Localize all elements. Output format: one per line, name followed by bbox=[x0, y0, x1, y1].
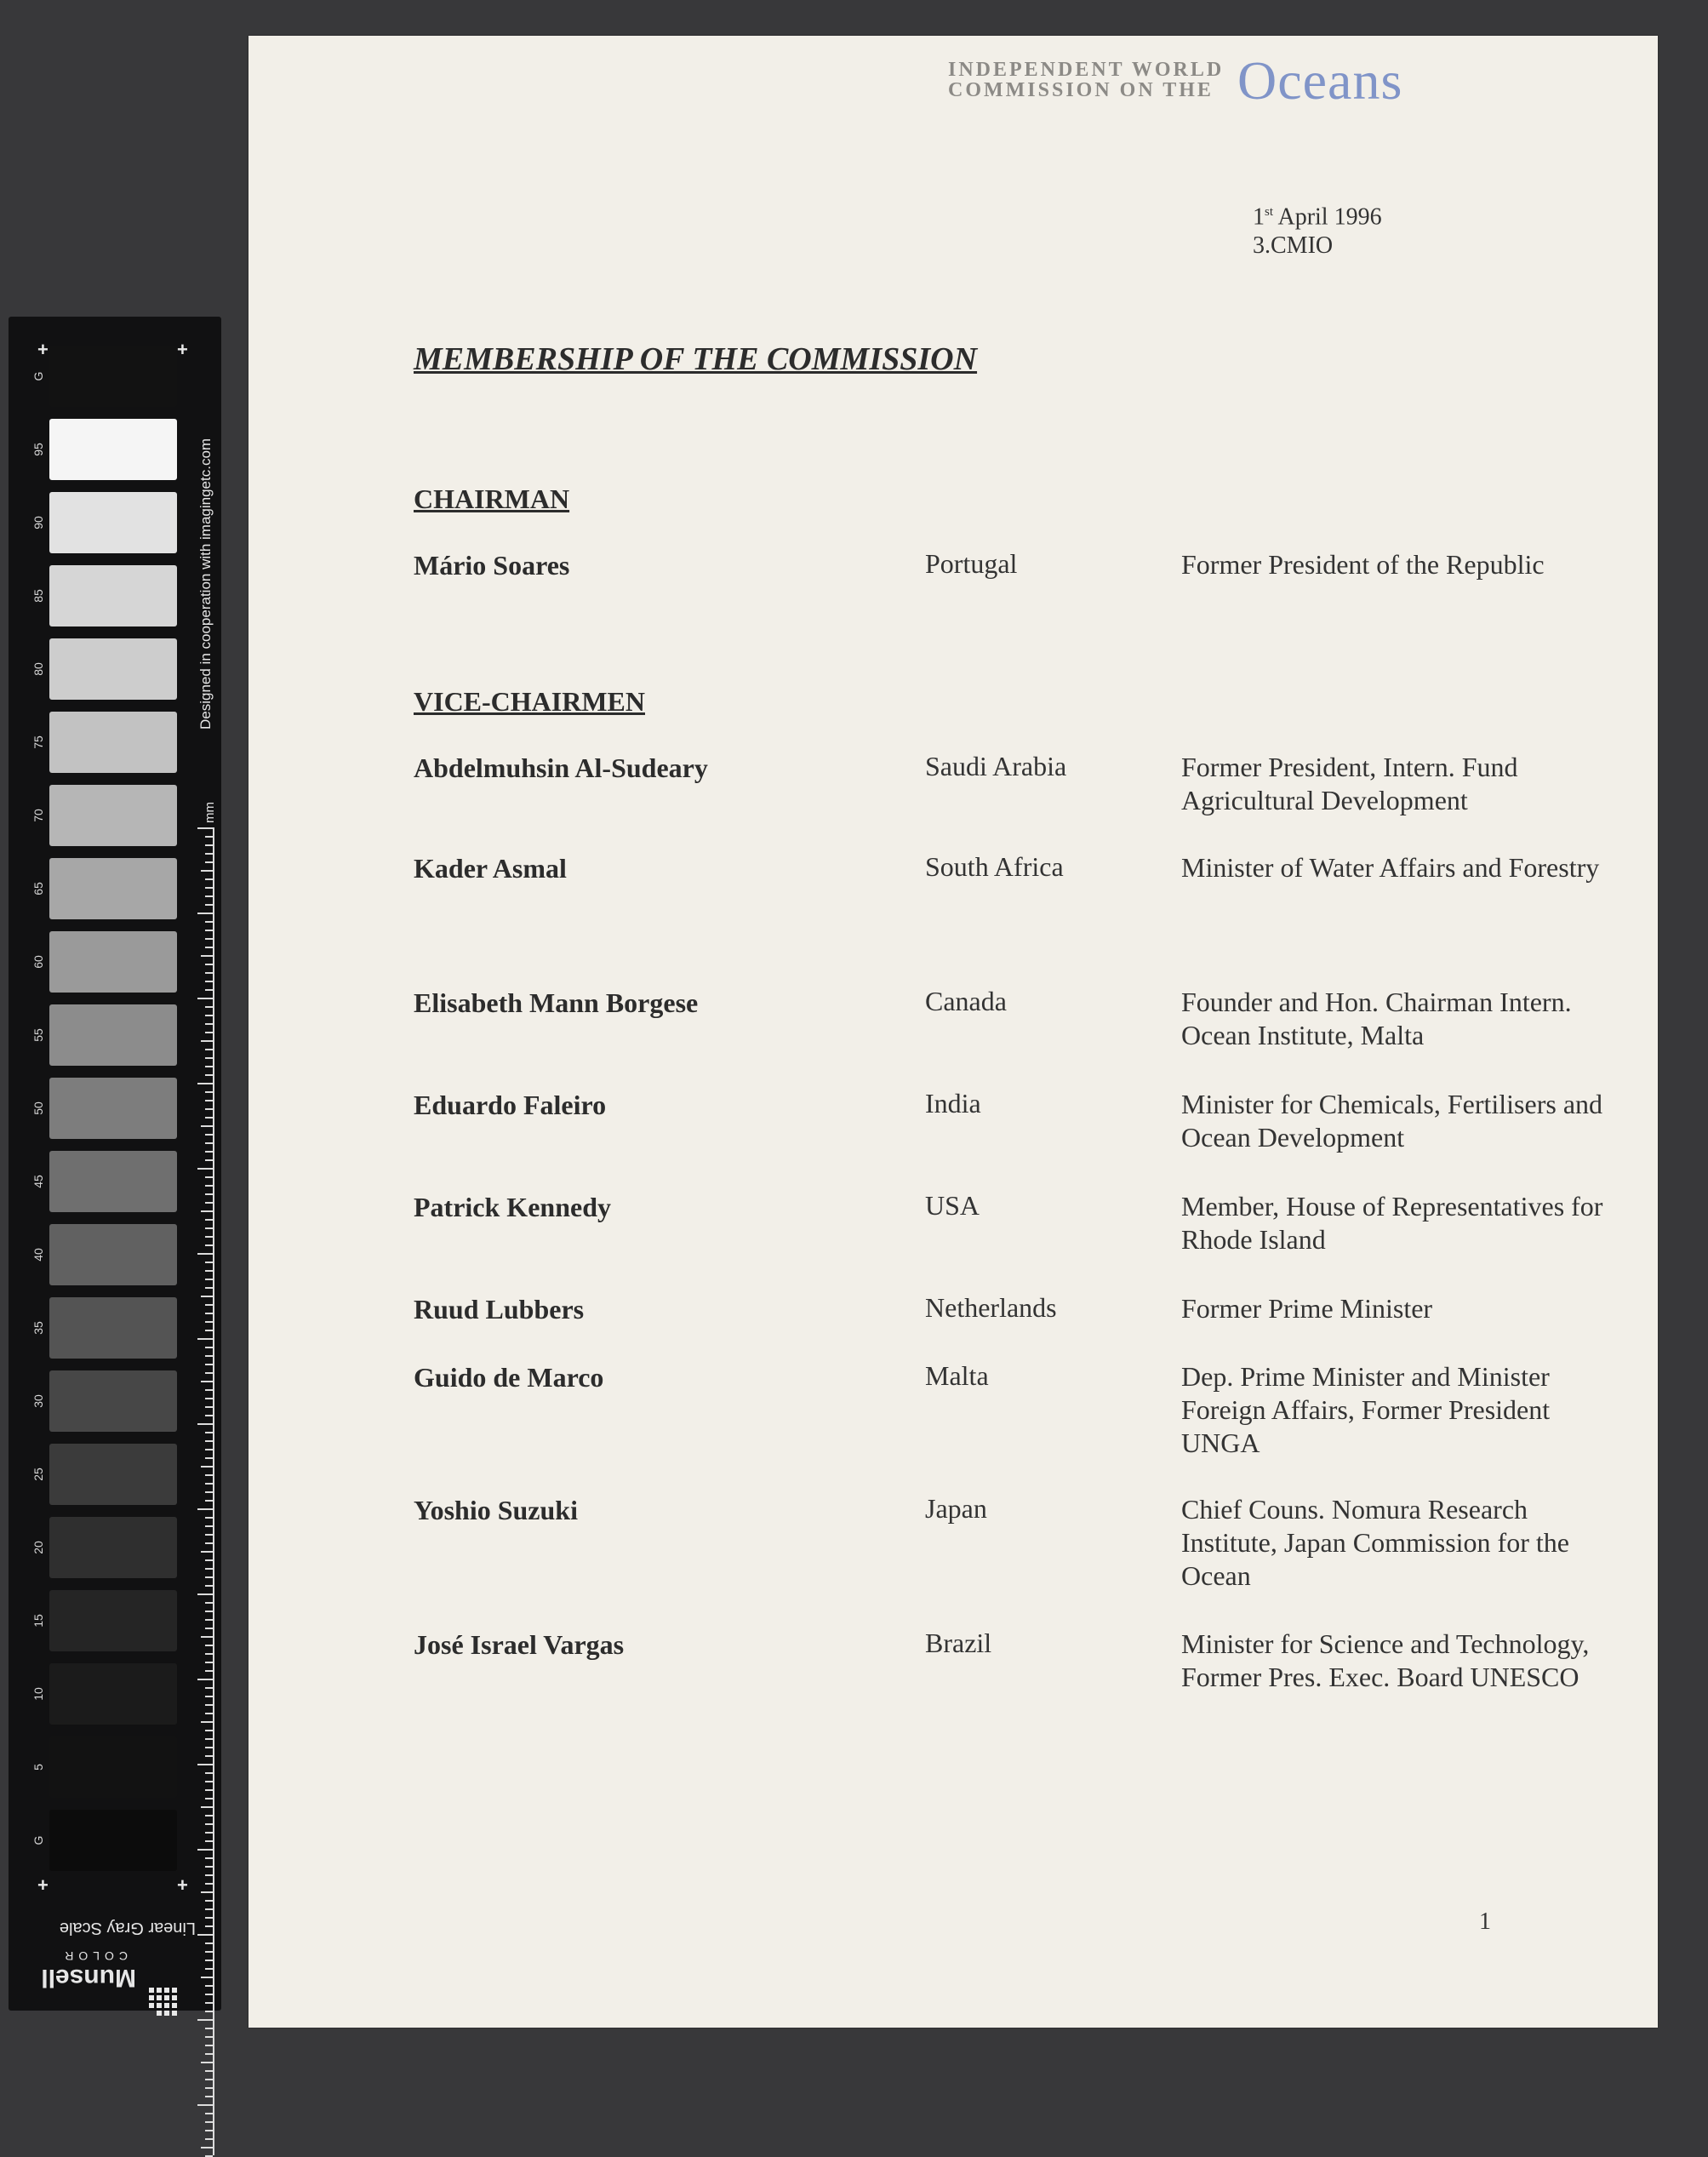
ruler-tick bbox=[205, 1185, 213, 1187]
member-role: Dep. Prime Minister and Minister Foreign Affairs, Former President UNGA bbox=[1181, 1361, 1551, 1458]
ruler-tick bbox=[205, 1534, 213, 1536]
ruler-tick bbox=[205, 1994, 213, 1995]
crosshair-top-left: + bbox=[37, 339, 49, 360]
ruler-tick bbox=[205, 1023, 213, 1025]
gray-patch bbox=[49, 1736, 177, 1798]
ruler-tick bbox=[205, 2138, 213, 2140]
gray-patch bbox=[49, 1078, 177, 1139]
ruler-tick bbox=[205, 1713, 213, 1714]
ruler-tick bbox=[205, 1670, 213, 1672]
ruler-tick bbox=[205, 1568, 213, 1570]
brand-subtitle: COLOR bbox=[60, 1949, 128, 1963]
ruler-tick bbox=[205, 1330, 213, 1331]
gray-patch bbox=[49, 419, 177, 480]
gray-patch bbox=[49, 1663, 177, 1725]
ruler-tick bbox=[197, 1168, 213, 1170]
gray-patch bbox=[49, 1810, 177, 1871]
ruler-tick bbox=[205, 1611, 213, 1612]
ruler-tick bbox=[205, 1440, 213, 1442]
member-country: Saudi Arabia bbox=[925, 751, 1067, 781]
ruler-tick bbox=[205, 1874, 213, 1876]
ruler-tick bbox=[205, 2028, 213, 2029]
ruler-tick bbox=[205, 1942, 213, 1944]
member-country: Japan bbox=[925, 1493, 987, 1524]
ruler-tick bbox=[205, 1108, 213, 1110]
ruler-tick bbox=[205, 861, 213, 863]
ruler-tick bbox=[205, 1236, 213, 1238]
ruler-tick bbox=[205, 1925, 213, 1927]
ruler-tick bbox=[205, 895, 213, 897]
ruler-tick bbox=[201, 1977, 213, 1978]
gray-patch-label: 25 bbox=[31, 1468, 45, 1481]
gray-patch bbox=[49, 1370, 177, 1432]
ruler-tick bbox=[205, 1823, 213, 1825]
member-name: Elisabeth Mann Borgese bbox=[414, 987, 699, 1018]
gray-patch bbox=[49, 1224, 177, 1285]
ruler-tick bbox=[205, 1219, 213, 1221]
member-name: Guido de Marco bbox=[414, 1362, 604, 1393]
logo-cell bbox=[149, 2003, 154, 2008]
ruler-tick bbox=[205, 1815, 213, 1817]
ruler-tick bbox=[205, 1066, 213, 1067]
gray-patch-label: 90 bbox=[31, 516, 45, 529]
ruler-tick bbox=[197, 1338, 213, 1340]
ruler-tick bbox=[205, 836, 213, 838]
ruler-tick bbox=[205, 1134, 213, 1136]
gray-patch bbox=[49, 1444, 177, 1505]
gray-patch bbox=[49, 1297, 177, 1359]
ruler-tick bbox=[205, 1091, 213, 1093]
ruler-tick bbox=[205, 1313, 213, 1314]
ruler-tick bbox=[205, 1525, 213, 1527]
gray-patch bbox=[49, 565, 177, 627]
member-name: Patrick Kennedy bbox=[414, 1192, 611, 1222]
ruler-tick bbox=[205, 1415, 213, 1416]
member-role: Former President of the Republic bbox=[1181, 549, 1545, 580]
member-role: Minister for Science and Technology, Former Pres. Exec. Board UNESCO bbox=[1181, 1628, 1590, 1692]
logo-cell bbox=[164, 1988, 169, 1993]
ruler-tick bbox=[205, 1781, 213, 1782]
ruler-tick bbox=[205, 1798, 213, 1799]
member-role: Founder and Hon. Chairman Intern. Ocean Institute, Malta bbox=[1181, 987, 1572, 1050]
ruler-tick bbox=[205, 1755, 213, 1757]
member-country: Brazil bbox=[925, 1628, 992, 1658]
letterhead-line-2: COMMISSION ON THE bbox=[948, 79, 1214, 101]
gray-patch-label: 15 bbox=[31, 1614, 45, 1628]
ruler-tick bbox=[205, 1049, 213, 1050]
gray-patch-label: 30 bbox=[31, 1394, 45, 1408]
ruler-tick bbox=[205, 1576, 213, 1578]
ruler-tick bbox=[205, 1730, 213, 1731]
logo-cell bbox=[164, 2003, 169, 2008]
ruler-tick bbox=[205, 1738, 213, 1740]
member-name: Abdelmuhsin Al-Sudeary bbox=[414, 752, 708, 783]
ruler-tick bbox=[201, 1040, 213, 1042]
ruler-tick bbox=[197, 913, 213, 914]
ruler-tick bbox=[197, 2019, 213, 2021]
gray-patch-label: 40 bbox=[31, 1248, 45, 1262]
date-block bbox=[1253, 197, 1382, 260]
member-country: Netherlands bbox=[925, 1292, 1057, 1323]
ruler-tick bbox=[205, 1227, 213, 1229]
ruler-tick bbox=[205, 2053, 213, 2055]
gray-patch-label: 85 bbox=[31, 589, 45, 603]
ruler-tick bbox=[197, 1423, 213, 1425]
gray-patch-label: 20 bbox=[31, 1541, 45, 1554]
gray-scale-target bbox=[9, 317, 221, 2011]
ruler-tick bbox=[205, 1100, 213, 1101]
ruler-tick bbox=[205, 1968, 213, 1970]
ruler-tick bbox=[205, 1866, 213, 1868]
ruler-tick bbox=[205, 1483, 213, 1485]
gray-patch-label: 65 bbox=[31, 882, 45, 895]
member-name: Kader Asmal bbox=[414, 853, 567, 884]
logo-cell bbox=[172, 2003, 177, 2008]
ruler-tick bbox=[205, 930, 213, 931]
ruler-tick bbox=[197, 827, 213, 829]
ruler-tick bbox=[205, 1662, 213, 1663]
ruler-tick bbox=[205, 2070, 213, 2072]
member-country: South Africa bbox=[925, 851, 1064, 882]
ruler-tick bbox=[205, 1687, 213, 1689]
ruler-tick bbox=[201, 870, 213, 872]
gray-patch-label: 5 bbox=[31, 1764, 45, 1771]
gray-patch bbox=[49, 712, 177, 773]
member-name: Ruud Lubbers bbox=[414, 1294, 585, 1325]
gray-patch bbox=[49, 1590, 177, 1651]
logo-cell bbox=[164, 2011, 169, 2016]
ruler-tick bbox=[201, 1466, 213, 1468]
ruler-tick bbox=[205, 989, 213, 991]
gray-patch-label: 55 bbox=[31, 1028, 45, 1042]
ruler-tick bbox=[205, 1917, 213, 1919]
logo-cell bbox=[157, 1995, 162, 2000]
mm-ruler bbox=[213, 827, 214, 2155]
gray-patch bbox=[49, 638, 177, 700]
ruler-tick bbox=[205, 2130, 213, 2131]
ruler-tick bbox=[205, 1262, 213, 1263]
letterhead-oceans: Oceans bbox=[1237, 50, 1403, 111]
ruler-tick bbox=[205, 1832, 213, 1834]
ruler-tick bbox=[205, 1006, 213, 1008]
gray-patch bbox=[49, 785, 177, 846]
page-number: 1 bbox=[1479, 1908, 1491, 1935]
ruler-tick bbox=[205, 1176, 213, 1178]
member-country: Canada bbox=[925, 986, 1007, 1016]
page-title: MEMBERSHIP OF THE COMMISSION bbox=[414, 341, 978, 377]
gray-patch bbox=[49, 346, 177, 407]
ruler-tick bbox=[205, 1406, 213, 1408]
logo-cell bbox=[149, 1988, 154, 1993]
ruler-tick bbox=[205, 1304, 213, 1306]
gray-patch bbox=[49, 1517, 177, 1578]
ruler-tick bbox=[205, 878, 213, 880]
member-role: Member, House of Representatives for Rhode Island bbox=[1181, 1191, 1603, 1255]
munsell-logo-icon bbox=[143, 1982, 177, 2016]
crosshair-bottom-left: + bbox=[37, 1874, 49, 1896]
document-page bbox=[248, 36, 1658, 2028]
gray-patch-label: 70 bbox=[31, 809, 45, 822]
logo-cell bbox=[157, 2011, 162, 2016]
ruler-tick bbox=[205, 2002, 213, 2004]
ruler-tick bbox=[205, 904, 213, 906]
ruler-tick bbox=[205, 1857, 213, 1859]
ruler-tick bbox=[201, 1806, 213, 1808]
ruler-tick bbox=[205, 1432, 213, 1433]
ruler-tick bbox=[201, 2147, 213, 2148]
ruler-tick bbox=[205, 1559, 213, 1561]
ruler-tick bbox=[205, 2087, 213, 2089]
member-country: USA bbox=[925, 1190, 980, 1221]
ruler-tick bbox=[197, 1253, 213, 1255]
scale-caption: Linear Gray Scale bbox=[59, 1919, 196, 1937]
ruler-tick bbox=[205, 1585, 213, 1587]
ruler-tick bbox=[205, 1151, 213, 1153]
crosshair-bottom-right: + bbox=[177, 1874, 188, 1896]
ruler-tick bbox=[197, 1083, 213, 1084]
ruler-tick bbox=[205, 1347, 213, 1348]
member-country: Malta bbox=[925, 1360, 989, 1391]
member-country: Portugal bbox=[925, 548, 1018, 579]
ruler-tick bbox=[205, 1389, 213, 1391]
ruler-tick bbox=[197, 1679, 213, 1680]
ruler-tick bbox=[205, 981, 213, 982]
gray-patch bbox=[49, 858, 177, 919]
ruler-tick bbox=[205, 1457, 213, 1459]
ruler-tick bbox=[205, 1279, 213, 1280]
member-role: Former Prime Minister bbox=[1181, 1293, 1433, 1324]
ruler-tick bbox=[205, 1287, 213, 1289]
ruler-tick bbox=[197, 2104, 213, 2106]
ruler-tick bbox=[205, 1908, 213, 1910]
ruler-tick bbox=[201, 1636, 213, 1638]
ruler-tick bbox=[205, 1364, 213, 1365]
ruler-tick bbox=[205, 1840, 213, 1842]
ruler-tick bbox=[201, 1125, 213, 1127]
vice-chairmen-heading: VICE-CHAIRMEN bbox=[414, 686, 645, 717]
ruler-tick bbox=[205, 964, 213, 965]
ruler-tick bbox=[205, 2096, 213, 2097]
gray-patch-label: 10 bbox=[31, 1687, 45, 1701]
member-country: India bbox=[925, 1088, 981, 1119]
logo-cell bbox=[164, 1995, 169, 2000]
ruler-tick bbox=[205, 1517, 213, 1519]
ruler-tick bbox=[205, 1960, 213, 1961]
ruler-tick bbox=[205, 1032, 213, 1033]
ruler-tick bbox=[197, 998, 213, 999]
logo-cell bbox=[149, 1995, 154, 2000]
ruler-tick bbox=[205, 1355, 213, 1357]
ruler-tick bbox=[205, 972, 213, 974]
ruler-tick bbox=[205, 1747, 213, 1748]
gray-patch bbox=[49, 1151, 177, 1212]
member-role: Former President, Intern. Fund Agricultural Development bbox=[1181, 752, 1518, 815]
ruler-tick bbox=[205, 1142, 213, 1144]
ruler-tick bbox=[197, 1508, 213, 1510]
gray-patch-label: G bbox=[31, 371, 45, 381]
gray-patch-label: 35 bbox=[31, 1321, 45, 1335]
gray-patch-label: 95 bbox=[31, 443, 45, 456]
ruler-tick bbox=[205, 1985, 213, 1987]
gray-patch-label: 75 bbox=[31, 735, 45, 749]
ruler-tick bbox=[205, 1491, 213, 1493]
logo-cell bbox=[172, 1995, 177, 2000]
gray-patch bbox=[49, 931, 177, 993]
ruler-tick bbox=[205, 2121, 213, 2123]
ruler-tick bbox=[205, 1244, 213, 1246]
ruler-tick bbox=[205, 887, 213, 889]
ruler-tick bbox=[205, 1474, 213, 1476]
document-date: 1st April 1996 bbox=[1253, 203, 1382, 231]
ruler-tick bbox=[201, 1891, 213, 1893]
document-reference: 3.CMIO bbox=[1253, 232, 1334, 260]
ruler-tick bbox=[201, 1296, 213, 1297]
ruler-tick bbox=[205, 1704, 213, 1706]
ruler-tick bbox=[205, 1951, 213, 1953]
ruler-tick bbox=[205, 1772, 213, 1774]
gray-patch-label: 50 bbox=[31, 1101, 45, 1115]
ruler-tick bbox=[197, 1934, 213, 1936]
ruler-tick bbox=[205, 1117, 213, 1119]
brand-name: Munsell bbox=[41, 1964, 136, 1992]
ruler-tick bbox=[205, 1015, 213, 1016]
ruler-tick bbox=[205, 1202, 213, 1204]
ruler-tick bbox=[205, 1449, 213, 1450]
ruler-tick bbox=[205, 1602, 213, 1604]
ruler-tick bbox=[201, 1721, 213, 1723]
gray-patch-label: 60 bbox=[31, 955, 45, 969]
ruler-tick bbox=[205, 1057, 213, 1059]
crosshair-top-right: + bbox=[177, 339, 188, 360]
ruler-tick bbox=[205, 1542, 213, 1544]
member-role: Chief Couns. Nomura Research Institute, Japan Commission for the Ocean bbox=[1181, 1494, 1569, 1591]
ruler-tick bbox=[201, 1381, 213, 1382]
member-role: Minister of Water Affairs and Forestry bbox=[1181, 852, 1600, 883]
letterhead-text bbox=[948, 60, 1224, 100]
ruler-tick bbox=[205, 938, 213, 940]
ruler-tick bbox=[205, 2079, 213, 2080]
ruler-tick bbox=[205, 1645, 213, 1646]
ruler-tick bbox=[205, 1398, 213, 1399]
ruler-tick bbox=[205, 1074, 213, 1076]
logo-cell bbox=[157, 1988, 162, 1993]
member-name: Eduardo Faleiro bbox=[414, 1090, 607, 1120]
gray-patch bbox=[49, 492, 177, 553]
ruler-unit-label: mm bbox=[203, 802, 217, 823]
ruler-tick bbox=[205, 1159, 213, 1161]
ruler-tick bbox=[205, 1789, 213, 1791]
ruler-tick bbox=[201, 1551, 213, 1553]
ruler-tick bbox=[205, 947, 213, 948]
ruler-tick bbox=[201, 1210, 213, 1212]
ruler-tick bbox=[201, 955, 213, 957]
ruler-tick bbox=[205, 1628, 213, 1629]
ruler-tick bbox=[205, 1883, 213, 1885]
ruler-tick bbox=[197, 1849, 213, 1851]
ruler-tick bbox=[205, 1500, 213, 1502]
member-name: Yoshio Suzuki bbox=[414, 1495, 578, 1525]
ruler-tick bbox=[205, 921, 213, 923]
ruler-tick bbox=[205, 1653, 213, 1655]
scale-credit-text: Designed in cooperation with imagingetc.com bbox=[197, 438, 214, 729]
ruler-tick bbox=[205, 1372, 213, 1374]
gray-patch-label: 45 bbox=[31, 1175, 45, 1188]
letterhead-line-1: INDEPENDENT WORLD bbox=[948, 59, 1225, 81]
gray-patch bbox=[49, 1004, 177, 1066]
member-name: Mário Soares bbox=[414, 550, 570, 581]
member-name: José Israel Vargas bbox=[414, 1629, 625, 1660]
chairman-heading: CHAIRMAN bbox=[414, 483, 570, 514]
member-role: Minister for Chemicals, Fertilisers and Ocean Development bbox=[1181, 1089, 1603, 1153]
gray-patch-label: 80 bbox=[31, 662, 45, 676]
ruler-tick bbox=[205, 2011, 213, 2012]
ruler-tick bbox=[205, 1900, 213, 1902]
ruler-tick bbox=[205, 2036, 213, 2038]
logo-cell bbox=[172, 2011, 177, 2016]
logo-cell bbox=[157, 2003, 162, 2008]
ruler-tick bbox=[205, 1696, 213, 1697]
ruler-tick bbox=[205, 1321, 213, 1323]
ruler-tick bbox=[201, 2062, 213, 2063]
ruler-tick bbox=[205, 1193, 213, 1195]
gray-patch-label: G bbox=[31, 1835, 45, 1845]
ruler-tick bbox=[205, 2045, 213, 2046]
ruler-tick bbox=[205, 2113, 213, 2114]
ruler-tick bbox=[205, 844, 213, 846]
ruler-tick bbox=[205, 1619, 213, 1621]
logo-cell bbox=[172, 1988, 177, 1993]
ruler-tick bbox=[197, 1764, 213, 1765]
ruler-tick bbox=[197, 1593, 213, 1595]
ruler-tick bbox=[205, 1270, 213, 1272]
ruler-tick bbox=[205, 853, 213, 855]
